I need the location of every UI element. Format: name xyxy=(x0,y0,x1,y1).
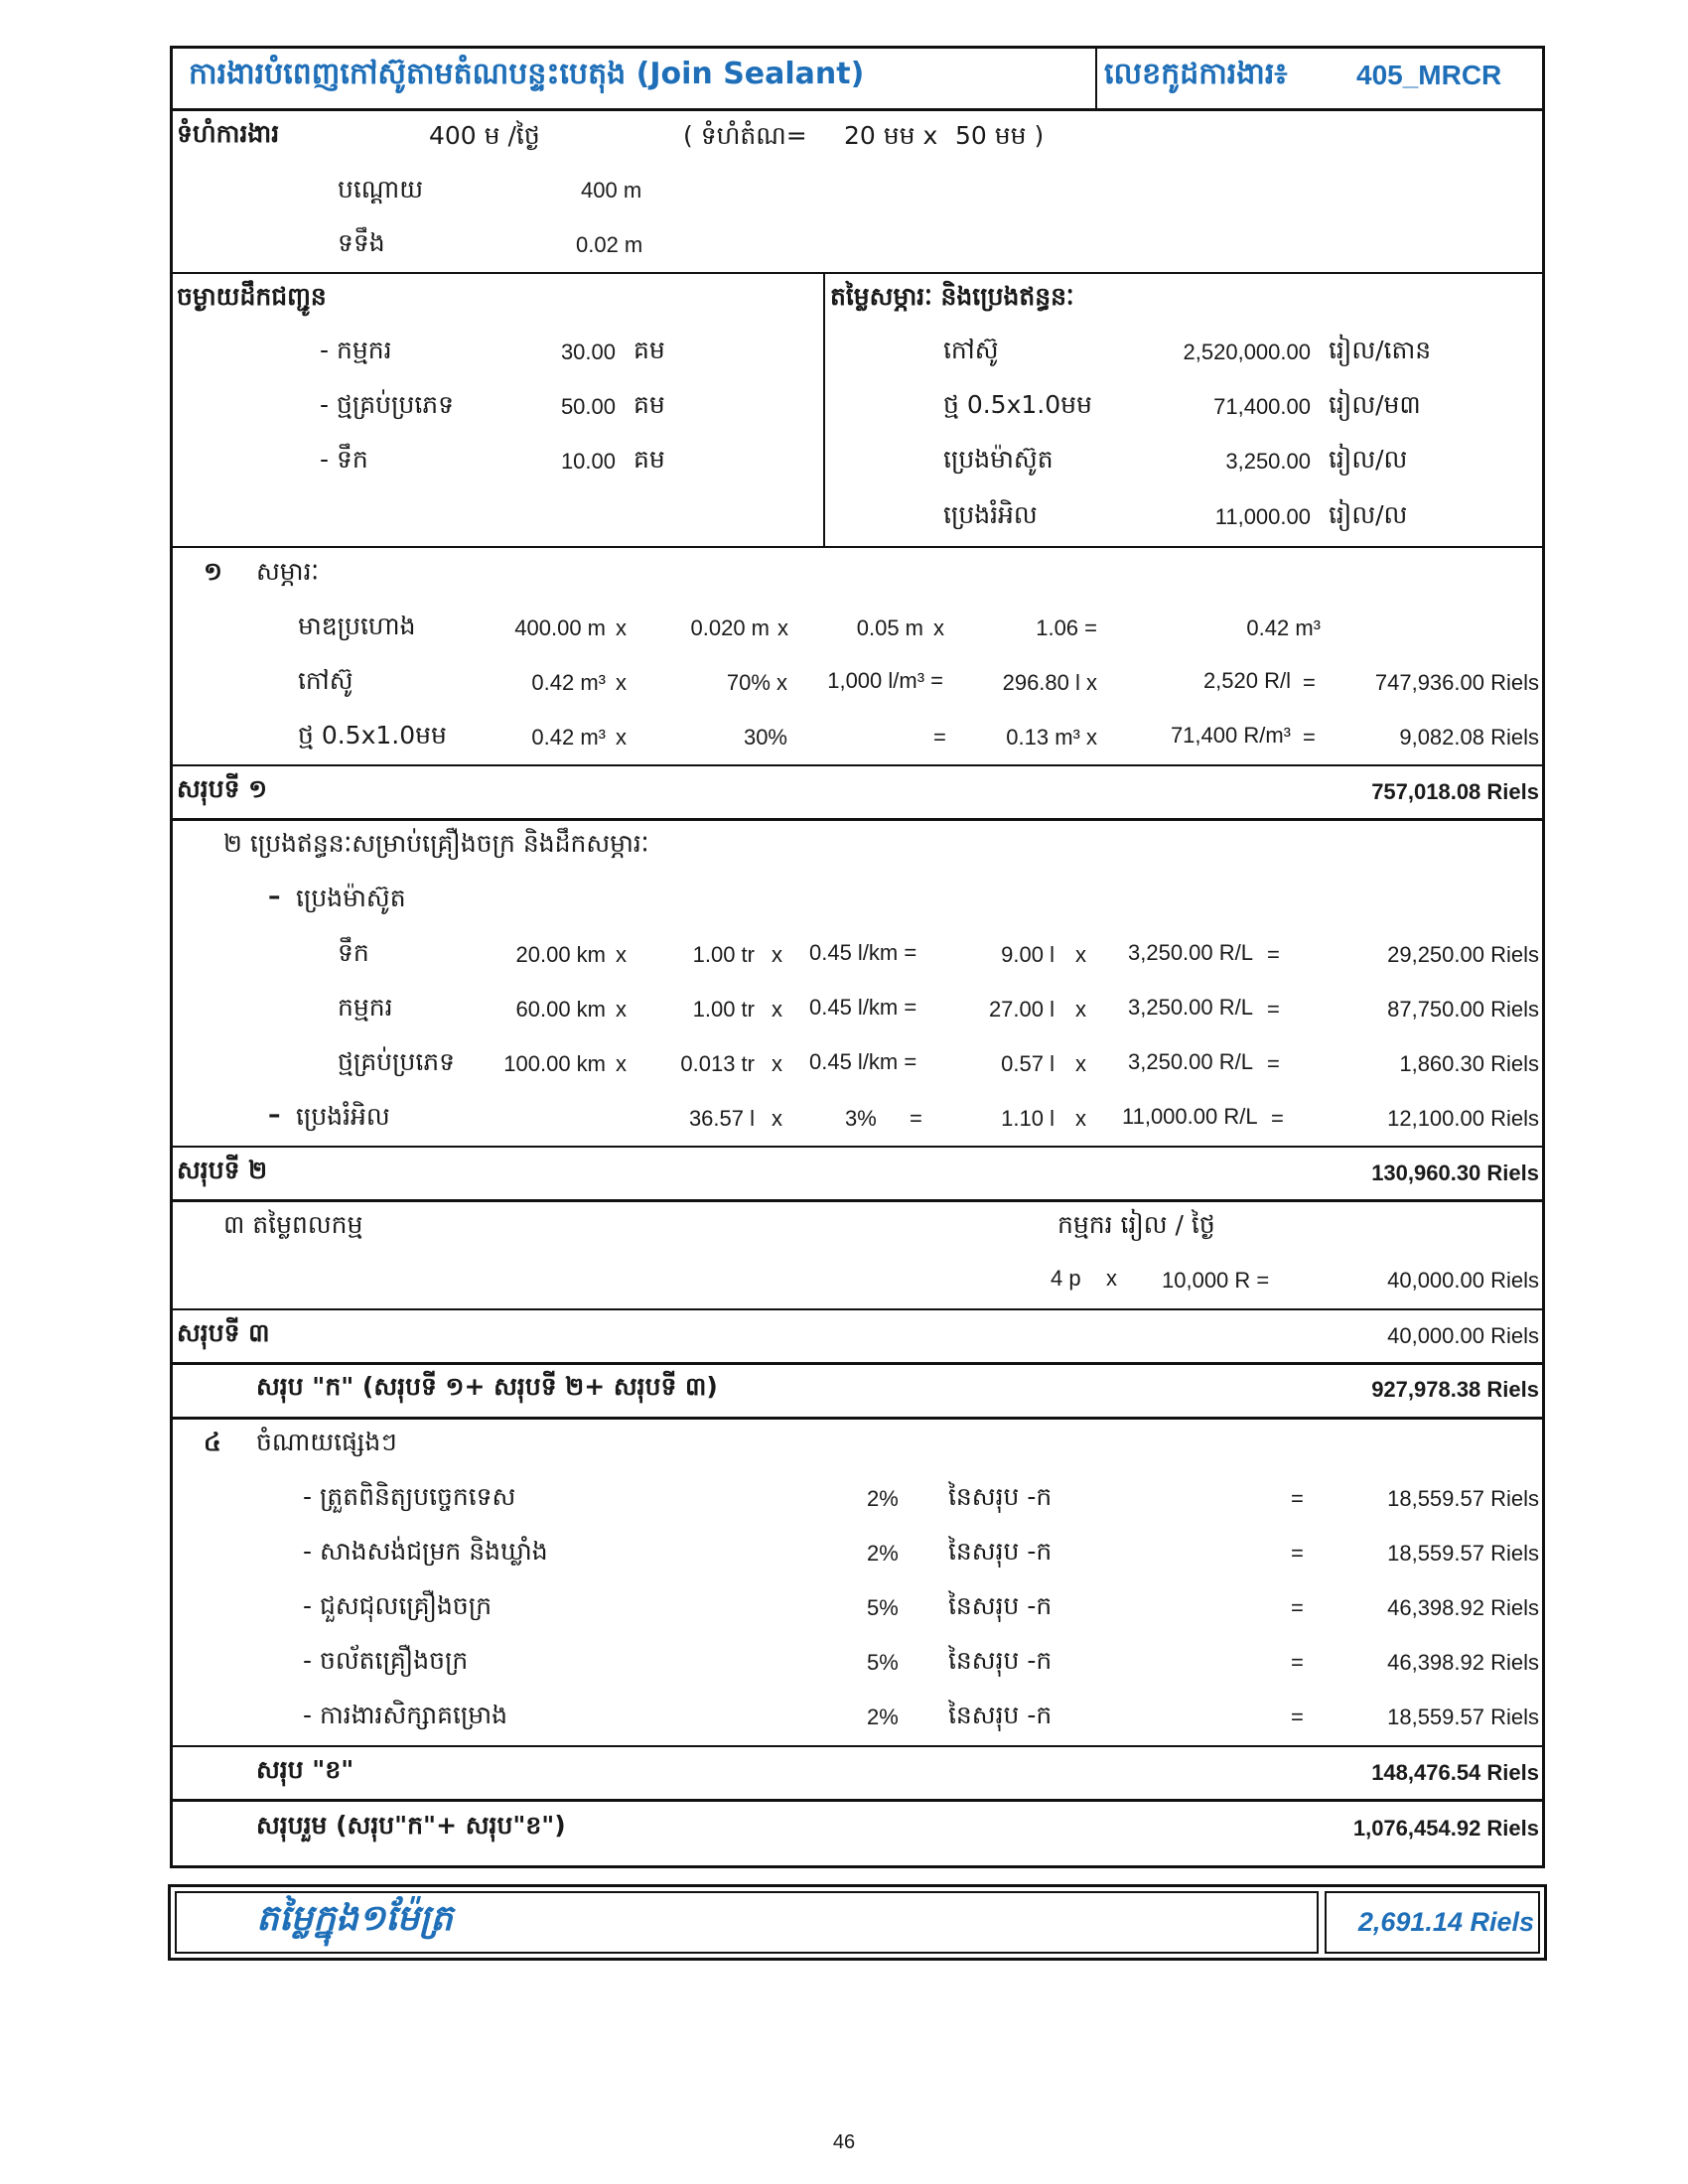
s1-cell: x xyxy=(616,725,627,750)
bullet: – xyxy=(268,1100,281,1129)
price-name: ប្រេងម៉ាស៊ូត xyxy=(943,445,1054,474)
other-cost-of: នៃសរុប -ក xyxy=(948,1482,1053,1511)
s2-cell: 0.013 tr xyxy=(680,1051,755,1076)
rule xyxy=(170,1745,1545,1747)
transport-label: ចម្ងាយដឹកជញ្ជូន xyxy=(177,282,327,311)
price-unit: រៀល/ម៣ xyxy=(1329,390,1421,419)
price-value: 3,250.00 xyxy=(1225,449,1311,474)
section2-subtotal-label: សរុបទី ២ xyxy=(177,1156,268,1184)
other-cost-pct: 2% xyxy=(867,1705,899,1729)
s2-cell: = xyxy=(1267,1051,1280,1076)
other-cost-value: 18,559.57 Riels xyxy=(1387,1705,1539,1729)
s2-cell: 0.45 l/km = xyxy=(809,940,917,965)
joint-size-a: 20 មម x xyxy=(844,121,938,150)
transport-value: 30.00 xyxy=(560,340,616,364)
labour-total: 40,000.00 Riels xyxy=(1387,1268,1539,1293)
rule xyxy=(170,1146,1545,1148)
other-cost-name: - សាងសង់ជម្រក និងឃ្លាំង xyxy=(303,1537,548,1566)
s2-cell: 87,750.00 Riels xyxy=(1387,997,1539,1022)
s1-cell: 2,520 R/l xyxy=(1202,668,1291,693)
s1-cell: x xyxy=(933,615,944,640)
s1-cell: 70% x xyxy=(726,670,787,695)
work-volume-label: ទំហំការងារ xyxy=(177,119,280,148)
other-cost-eq: = xyxy=(1291,1650,1304,1675)
rule xyxy=(170,1199,1545,1202)
section3-title: ៣ តម្លៃពលកម្ម xyxy=(223,1210,363,1239)
lube-cell: 1.10 l xyxy=(1001,1106,1055,1131)
s1-cell: = xyxy=(933,725,946,750)
s2-cell: 3,250.00 R/L xyxy=(1128,995,1253,1020)
s1-cell: 1,000 l/m³ = xyxy=(827,668,943,693)
other-cost-name: - ត្រួតពិនិត្យបច្ចេកទេស xyxy=(303,1482,516,1511)
s1-cell: 0.05 m xyxy=(856,615,923,640)
s1-cell: x xyxy=(616,670,627,695)
s1-cell: 0.020 m xyxy=(690,615,770,640)
s2-cell: = xyxy=(1267,942,1280,967)
transport-name: - ទឹក xyxy=(320,445,368,474)
s1-cell: = xyxy=(1303,725,1316,750)
total-b-label: សរុប "ខ" xyxy=(256,1755,354,1784)
labour-count: 4 p xyxy=(1051,1266,1081,1291)
labour-rate-label: កម្មករ រៀល / ថ្ងៃ xyxy=(1057,1210,1215,1239)
other-cost-name: - ជួសជុលគ្រឿងចក្រ xyxy=(303,1591,492,1620)
s2-cell: 100.00 km xyxy=(503,1051,606,1076)
lube-cell: 12,100.00 Riels xyxy=(1387,1106,1539,1131)
other-cost-name: - ការងារសិក្សាគម្រោង xyxy=(303,1701,508,1729)
length-label: បណ្ដោយ xyxy=(338,175,424,204)
price-unit: រៀល/តោន xyxy=(1329,336,1432,364)
diesel-label: ប្រេងម៉ាស៊ូត xyxy=(296,884,406,912)
lube-label: ប្រេងរំអិល xyxy=(296,1102,390,1131)
other-cost-eq: = xyxy=(1291,1595,1304,1620)
s1-item-name: កៅស៊ូ xyxy=(298,666,353,695)
other-cost-pct: 5% xyxy=(867,1595,899,1620)
s2-cell: x xyxy=(616,997,627,1022)
s2-cell: 3,250.00 R/L xyxy=(1128,1049,1253,1074)
rule xyxy=(170,764,1545,766)
s2-cell: 1,860.30 Riels xyxy=(1399,1051,1539,1076)
section2-title: ២ ប្រេងឥន្ធនៈសម្រាប់គ្រឿងចក្រ និងដឹកសម្ភារៈ xyxy=(223,829,649,858)
bullet: – xyxy=(268,882,281,910)
transport-value: 10.00 xyxy=(560,449,616,474)
total-a-label: សរុប "ក" (សរុបទី ១+ សរុបទី ២+ សរុបទី ៣) xyxy=(256,1372,718,1401)
section1-subtotal-label: សរុបទី ១ xyxy=(177,774,268,803)
labour-x: x xyxy=(1106,1266,1117,1291)
other-cost-pct: 2% xyxy=(867,1541,899,1566)
s2-cell: x xyxy=(1075,942,1086,967)
s1-cell: 747,936.00 Riels xyxy=(1374,670,1539,695)
other-cost-value: 46,398.92 Riels xyxy=(1387,1650,1539,1675)
lube-cell: = xyxy=(910,1106,922,1131)
s2-cell: 0.45 l/km = xyxy=(809,995,917,1020)
rule xyxy=(170,1308,1545,1310)
section4-label: ចំណាយផ្សេងៗ xyxy=(256,1428,397,1456)
rule xyxy=(170,272,1545,274)
s2-cell: 29,250.00 Riels xyxy=(1387,942,1539,967)
s2-item-name: ថ្មគ្រប់ប្រភេទ xyxy=(338,1047,456,1076)
price-name: ថ្ម 0.5x1.0មម xyxy=(943,390,1092,419)
s1-cell: = xyxy=(1303,670,1316,695)
price-name: ប្រេងរំអិល xyxy=(943,500,1038,529)
s1-cell: 0.13 m³ x xyxy=(1006,725,1097,750)
s2-cell: x xyxy=(1075,1051,1086,1076)
unit-price-value: 2,691.14 Riels xyxy=(1357,1907,1534,1937)
section3-subtotal: 40,000.00 Riels xyxy=(1387,1323,1539,1348)
total-a-value: 927,978.38 Riels xyxy=(1371,1377,1539,1402)
section1-label: សម្ភារៈ xyxy=(256,557,320,586)
joint-size-b: 50 មម ) xyxy=(955,121,1045,150)
section4-number: ៤ xyxy=(204,1428,221,1456)
s2-item-name: កម្មករ xyxy=(338,993,393,1022)
s2-cell: x xyxy=(772,942,782,967)
grand-total-label: សរុបរួម (សរុប"ក"+ សរុប"ខ") xyxy=(256,1811,566,1840)
s1-cell: 0.42 m³ xyxy=(531,725,606,750)
lube-cell: x xyxy=(1075,1106,1086,1131)
section1-number: ១ xyxy=(204,557,222,586)
s1-cell: 71,400 R/m³ xyxy=(1170,723,1291,748)
page-number: 46 xyxy=(832,2131,856,2153)
other-cost-value: 46,398.92 Riels xyxy=(1387,1595,1539,1620)
other-cost-of: នៃសរុប -ក xyxy=(948,1701,1053,1729)
s2-item-name: ទឹក xyxy=(338,938,369,967)
other-cost-pct: 5% xyxy=(867,1650,899,1675)
price-name: កៅស៊ូ xyxy=(943,336,999,364)
s2-cell: 20.00 km xyxy=(515,942,606,967)
total-b-value: 148,476.54 Riels xyxy=(1371,1760,1539,1785)
transport-unit: គម xyxy=(633,445,665,474)
s1-item-name: មាឌប្រហោង xyxy=(298,612,416,640)
other-cost-pct: 2% xyxy=(867,1486,899,1511)
s2-cell: 60.00 km xyxy=(515,997,606,1022)
s2-cell: x xyxy=(1075,997,1086,1022)
section1-subtotal: 757,018.08 Riels xyxy=(1371,779,1539,804)
other-cost-name: - ចល័តគ្រឿងចក្រ xyxy=(303,1646,469,1675)
s2-cell: 1.00 tr xyxy=(692,942,755,967)
other-cost-eq: = xyxy=(1291,1705,1304,1729)
lube-cell: x xyxy=(772,1106,782,1131)
rule xyxy=(170,1799,1545,1802)
s1-cell: 296.80 l x xyxy=(1002,670,1097,695)
s2-cell: 1.00 tr xyxy=(692,997,755,1022)
lube-cell: 3% xyxy=(845,1106,877,1131)
price-value: 11,000.00 xyxy=(1214,504,1311,529)
price-value: 71,400.00 xyxy=(1213,394,1311,419)
work-volume-qty: 400 ម /ថ្ងៃ xyxy=(429,121,540,150)
other-cost-of: នៃសរុប -ក xyxy=(948,1591,1053,1620)
s2-cell: = xyxy=(1267,997,1280,1022)
other-cost-of: នៃសរុប -ក xyxy=(948,1646,1053,1675)
width-value: 0.02 m xyxy=(576,232,643,257)
grand-total-value: 1,076,454.92 Riels xyxy=(1352,1816,1539,1841)
transport-name: - កម្មករ xyxy=(320,336,392,364)
transport-unit: គម xyxy=(633,336,665,364)
s2-cell: 27.00 l xyxy=(988,997,1055,1022)
other-cost-value: 18,559.57 Riels xyxy=(1387,1541,1539,1566)
s1-cell: 30% xyxy=(743,725,787,750)
prices-label: តម្លៃសម្ភារៈ និងប្រេងឥន្ធនៈ xyxy=(830,282,1074,311)
s2-cell: x xyxy=(616,942,627,967)
section3-subtotal-label: សរុបទី ៣ xyxy=(177,1318,270,1347)
lube-cell: 36.57 l xyxy=(688,1106,755,1131)
other-cost-eq: = xyxy=(1291,1486,1304,1511)
s2-cell: 9.00 l xyxy=(1001,942,1055,967)
other-cost-value: 18,559.57 Riels xyxy=(1387,1486,1539,1511)
length-value: 400 m xyxy=(581,178,642,203)
s2-cell: x xyxy=(772,997,782,1022)
s2-cell: 3,250.00 R/L xyxy=(1128,940,1253,965)
section2-subtotal: 130,960.30 Riels xyxy=(1371,1160,1539,1185)
s1-cell: x xyxy=(616,615,627,640)
transport-name: - ថ្មគ្រប់ប្រភេទ xyxy=(320,390,455,419)
s1-cell: 9,082.08 Riels xyxy=(1399,725,1539,750)
s1-cell: 1.06 = xyxy=(1036,615,1097,640)
transport-unit: គម xyxy=(633,390,665,419)
doc-title: ការងារបំពេញកៅស៊ូតាមតំណបន្ទះបេតុង (Join Sealant) xyxy=(189,57,865,91)
joint-size-label: ( ទំហំតំណ= xyxy=(683,121,807,150)
s1-cell: x xyxy=(777,615,788,640)
work-code: 405_MRCR xyxy=(1356,60,1502,90)
lube-cell: 11,000.00 R/L xyxy=(1122,1104,1258,1129)
transport-prices-divider xyxy=(823,272,825,546)
price-unit: រៀល/ល xyxy=(1329,500,1408,529)
lube-cell: = xyxy=(1271,1106,1284,1131)
width-label: ទទឹង xyxy=(338,228,385,257)
other-cost-of: នៃសរុប -ក xyxy=(948,1537,1053,1566)
rule xyxy=(170,818,1545,821)
price-value: 2,520,000.00 xyxy=(1183,340,1311,364)
s2-cell: x xyxy=(772,1051,782,1076)
code-label: លេខកូដការងារ៖ xyxy=(1104,57,1288,91)
rule xyxy=(170,1362,1545,1365)
rule xyxy=(170,1417,1545,1420)
s1-cell: 400.00 m xyxy=(514,615,606,640)
rule xyxy=(170,546,1545,548)
header-divider xyxy=(1095,46,1097,111)
price-unit: រៀល/ល xyxy=(1329,445,1408,474)
transport-value: 50.00 xyxy=(560,394,616,419)
other-cost-eq: = xyxy=(1291,1541,1304,1566)
s2-cell: 0.57 l xyxy=(1001,1051,1055,1076)
unit-price-label: តម្លៃក្នុង១ម៉ែត្រ xyxy=(256,1898,453,1939)
s1-item-name: ថ្ម 0.5x1.0មម xyxy=(298,721,447,750)
s1-cell: 0.42 m³ xyxy=(531,670,606,695)
labour-rate: 10,000 R = xyxy=(1162,1268,1270,1293)
s2-cell: x xyxy=(616,1051,627,1076)
s2-cell: 0.45 l/km = xyxy=(809,1049,917,1074)
s1-cell: 0.42 m³ xyxy=(1246,615,1321,640)
